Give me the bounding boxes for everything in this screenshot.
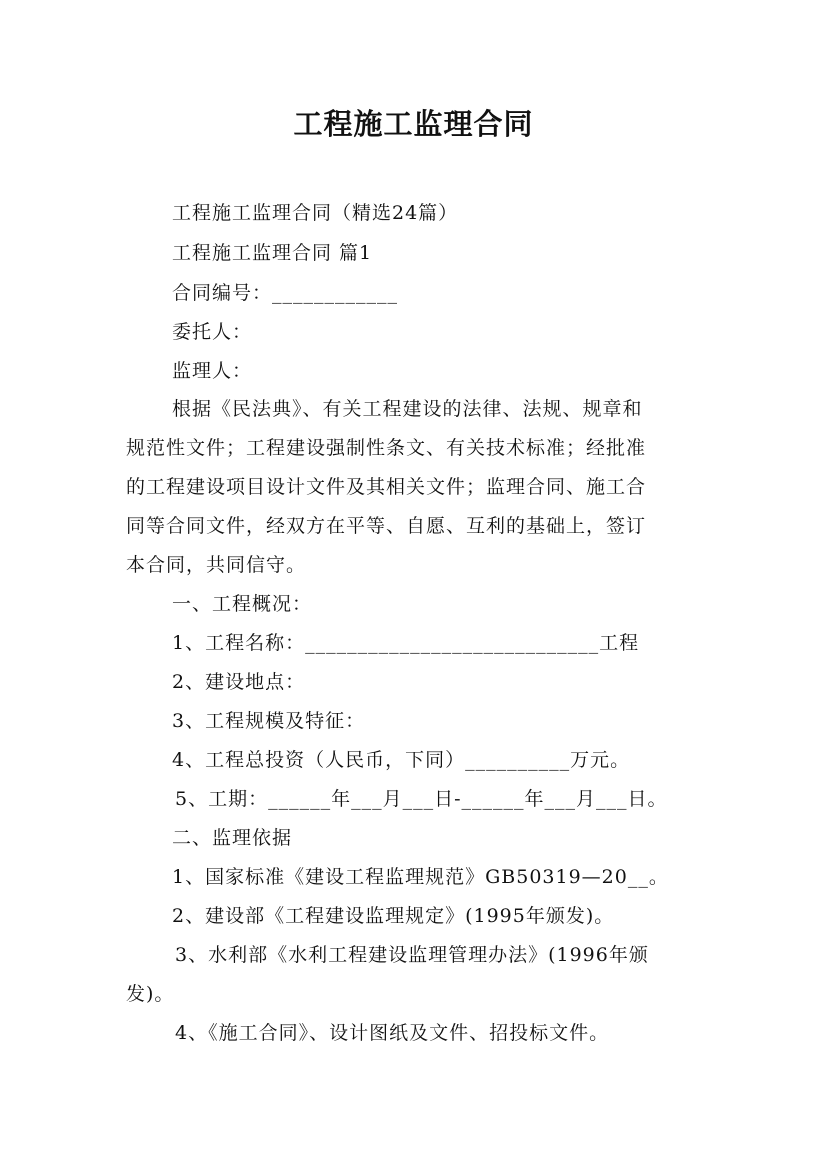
part1-item: 1、工程名称：____________________________工程 — [172, 632, 640, 654]
part1-item: 2、建设地点： — [172, 671, 306, 693]
intro-line: 规范性文件；工程建设强制性条文、有关技术标准；经批准 — [126, 437, 647, 459]
part2-heading: 二、监理依据 — [172, 827, 293, 849]
intro-line: 的工程建设项目设计文件及其相关文件；监理合同、施工合 — [126, 476, 647, 498]
part1-item: 4、工程总投资（人民币，下同）__________万元。 — [172, 749, 631, 771]
part1-heading: 一、工程概况： — [172, 593, 313, 615]
client-label: 委托人： — [172, 321, 253, 343]
document-title: 工程施工监理合同 — [293, 107, 534, 141]
intro-line: 根据《民法典》、有关工程建设的法律、法规、规章和 — [172, 398, 643, 420]
part2-item: 2、建设部《工程建设监理规定》(1995年颁发)。 — [172, 905, 615, 927]
part1-item: 3、工程规模及特征： — [172, 710, 366, 732]
part2-item: 1、国家标准《建设工程监理规范》GB50319—20__。 — [172, 866, 669, 888]
contract-number: 合同编号：____________ — [172, 282, 399, 304]
intro-line: 同等合同文件，经双方在平等、自愿、互利的基础上，签订 — [126, 515, 647, 537]
part2-item: 4、《施工合同》、设计图纸及文件、招投标文件。 — [175, 1022, 610, 1044]
part2-item: 3、水利部《水利工程建设监理管理办法》(1996年颁 — [175, 944, 649, 966]
document-subtitle: 工程施工监理合同（精选24篇） — [172, 202, 459, 224]
section-heading: 工程施工监理合同 篇1 — [172, 242, 373, 264]
supervisor-label: 监理人： — [172, 360, 253, 382]
part2-item: 发)。 — [126, 983, 175, 1005]
intro-line: 本合同，共同信守。 — [126, 554, 307, 576]
part1-item: 5、工期：______年___月___日-______年___月___日。 — [175, 788, 668, 810]
